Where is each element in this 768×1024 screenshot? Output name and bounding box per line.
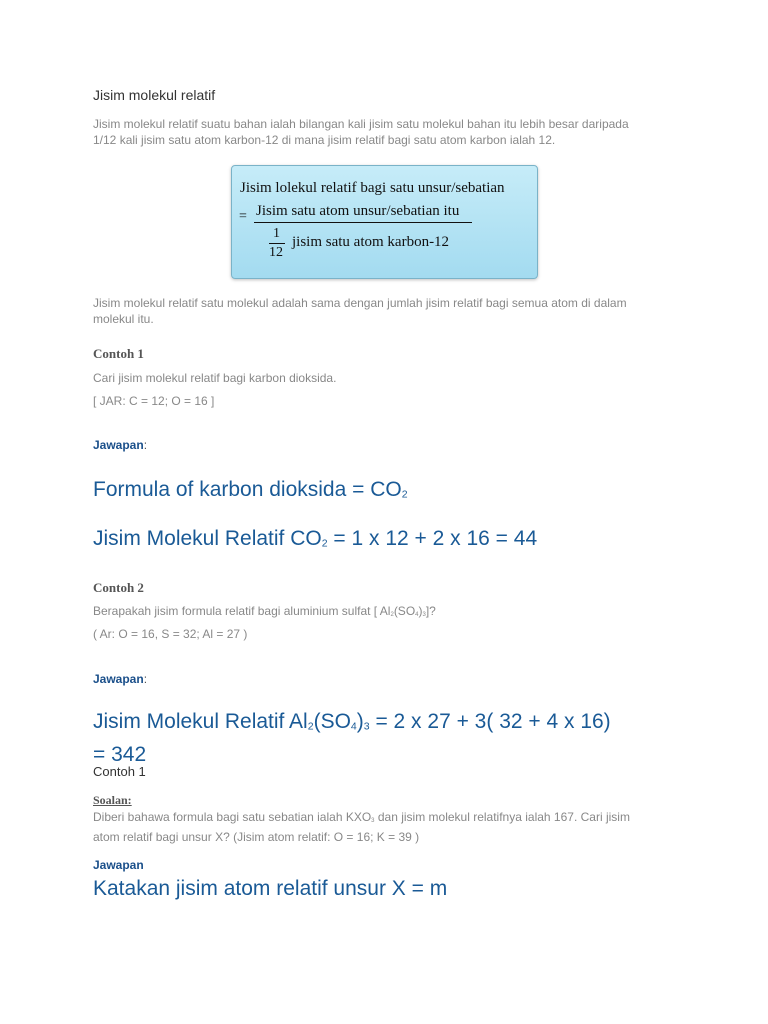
fraction-one: 1 bbox=[273, 226, 280, 241]
jawapan-label: Jawapan bbox=[93, 438, 144, 452]
formula-denominator: jisim satu atom karbon-12 bbox=[292, 234, 450, 250]
subscript: 4 bbox=[350, 720, 357, 733]
explain-line: molekul itu. bbox=[93, 312, 154, 326]
intro-line: Jisim molekul relatif suatu bahan ialah bilangan kali jisim satu molekul bahan itu lebih besar daripada bbox=[93, 117, 629, 131]
subscript: 4 bbox=[415, 611, 419, 618]
answer-text: ) bbox=[356, 710, 364, 733]
subscript: 2 bbox=[321, 537, 328, 550]
answer-text: Jisim Molekul Relatif Al bbox=[93, 710, 308, 733]
page-title: Jisim molekul relatif bbox=[93, 87, 216, 103]
example-3-question bbox=[93, 809, 630, 845]
question-line: atom relatif bagi unsur X? (Jisim atom relatif: O = 16; K = 39 ) bbox=[93, 829, 420, 844]
fraction-twelve: 12 bbox=[269, 245, 283, 260]
example-3-answer: Katakan jisim atom relatif unsur X = m bbox=[93, 877, 448, 900]
subscript: 2 bbox=[307, 720, 314, 733]
subscript: 2 bbox=[401, 488, 408, 501]
example-2-question bbox=[93, 603, 436, 623]
subscript: 3 bbox=[371, 817, 375, 824]
example-2-jawapan bbox=[93, 672, 147, 686]
answer-text: = 1 x 12 + 2 x 16 = 44 bbox=[327, 527, 538, 550]
explain-line: Jisim molekul relatif satu molekul adalah sama dengan jumlah jisim relatif bagi semua atom di dalam bbox=[93, 296, 627, 310]
formula-box bbox=[231, 165, 538, 279]
fraction-bar bbox=[254, 222, 472, 223]
formula-heading: Jisim lolekul relatif bagi satu unsur/sebatian bbox=[240, 180, 505, 196]
jawapan-colon: : bbox=[143, 438, 148, 452]
question-text: ]? bbox=[425, 604, 436, 618]
question-text: (SO bbox=[393, 604, 416, 618]
example-1-answer-line-1 bbox=[93, 476, 408, 509]
formula-numerator: Jisim satu atom unsur/sebatian itu bbox=[256, 203, 460, 219]
subscript: 3 bbox=[422, 611, 426, 618]
example-3-jawapan: Jawapan bbox=[93, 858, 144, 872]
jawapan-colon: : bbox=[143, 672, 148, 686]
answer-text: (SO bbox=[313, 710, 351, 733]
question-text: Diberi bahawa formula bagi satu sebatian ialah KXO bbox=[93, 810, 372, 824]
example-3-heading: Contoh 1 bbox=[93, 764, 146, 779]
jawapan-label: Jawapan bbox=[93, 672, 144, 686]
intro-paragraph bbox=[93, 116, 629, 148]
intro-line: 1/12 kali jisim satu atom karbon-12 di mana jisim relatif bagi satu atom karbon ialah 12. bbox=[93, 133, 556, 147]
formula-equals: = bbox=[239, 209, 247, 224]
answer-line: = 342 bbox=[93, 742, 147, 766]
answer-text: Jisim Molekul Relatif CO bbox=[93, 527, 322, 550]
example-2-heading: Contoh 2 bbox=[93, 580, 144, 595]
explain-paragraph bbox=[93, 295, 627, 327]
answer-text: Formula of karbon dioksida = CO bbox=[93, 478, 402, 501]
example-1-question: Cari jisim molekul relatif bagi karbon dioksida. bbox=[93, 371, 337, 385]
question-text: dan jisim molekul relatifnya ialah 167. Cari jisim bbox=[374, 810, 630, 824]
soalan-label: Soalan: bbox=[93, 793, 132, 807]
question-text: Berapakah jisim formula relatif bagi aluminium sulfat [ Al bbox=[93, 604, 391, 618]
small-fraction-bar bbox=[269, 243, 285, 244]
question-line bbox=[93, 809, 630, 829]
example-2-data: ( Ar: O = 16, S = 32; Al = 27 ) bbox=[93, 627, 248, 641]
subscript: 3 bbox=[363, 720, 370, 733]
example-1-data: [ JAR: C = 12; O = 16 ] bbox=[93, 394, 215, 408]
answer-line bbox=[93, 708, 693, 741]
example-2-answer bbox=[93, 708, 693, 768]
subscript: 2 bbox=[390, 611, 394, 618]
example-1-heading: Contoh 1 bbox=[93, 346, 144, 361]
answer-text: = 2 x 27 + 3( 32 + 4 x 16) bbox=[369, 710, 611, 733]
example-1-jawapan bbox=[93, 438, 147, 452]
question-text: ) bbox=[418, 604, 423, 618]
example-1-answer-line-2 bbox=[93, 525, 537, 558]
